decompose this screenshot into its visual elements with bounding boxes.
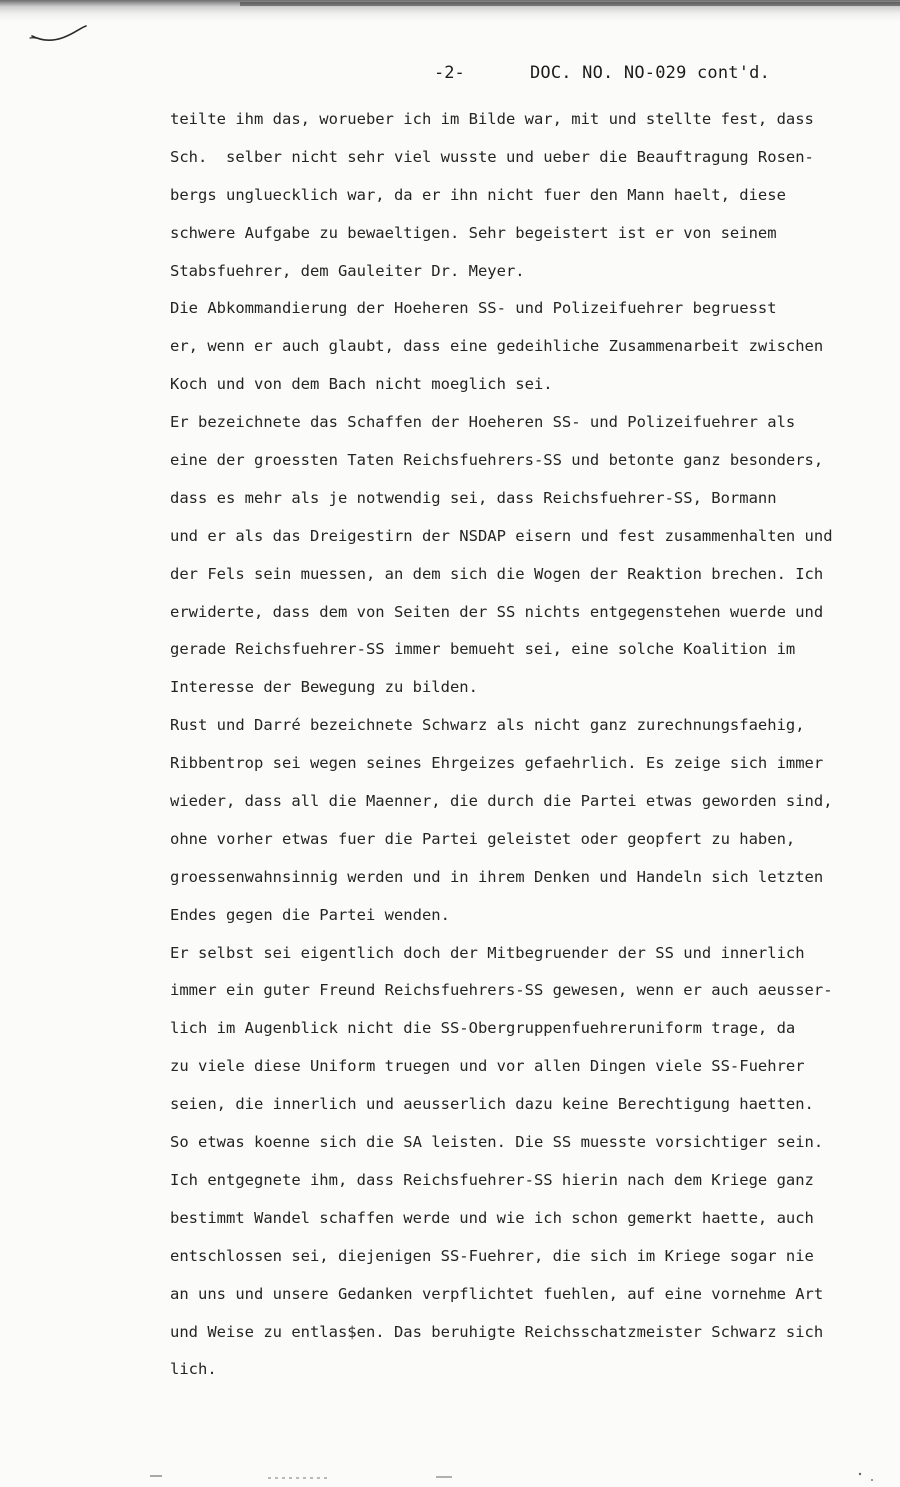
text-line: Ribbentrop sei wegen seines Ehrgeizes gefaehrlich. Es zeige sich immer bbox=[170, 754, 824, 773]
text-line: Sch. selber nicht sehr viel wusste und ueber die Beauftragung Rosen- bbox=[170, 147, 814, 166]
text-line: Endes gegen die Partei wenden. bbox=[170, 905, 450, 924]
text-line: der Fels sein muessen, an dem sich die Wogen der Reaktion brechen. Ich bbox=[170, 564, 824, 583]
text-line: eine der groessten Taten Reichsfuehrers-SS und betonte ganz besonders, bbox=[170, 451, 824, 470]
text-line: Die Abkommandierung der Hoeheren SS- und Polizeifuehrer begruesst bbox=[170, 299, 777, 318]
text-line: zu viele diese Uniform truegen und vor allen Dingen viele SS-Fuehrer bbox=[170, 1057, 805, 1076]
text-line: erwiderte, dass dem von Seiten der SS nichts entgegenstehen wuerde und bbox=[170, 602, 824, 621]
document-reference: DOC. NO. NO-029 cont'd. bbox=[530, 63, 771, 83]
text-line: schwere Aufgabe zu bewaeltigen. Sehr begeistert ist er von seinem bbox=[170, 223, 777, 242]
page-header bbox=[0, 63, 900, 89]
text-line: So etwas koenne sich die SA leisten. Die SS muesste vorsichtiger sein. bbox=[170, 1133, 824, 1152]
text-line: Ich entgegnete ihm, dass Reichsfuehrer-SS hierin nach dem Kriege ganz bbox=[170, 1170, 814, 1189]
text-line: an uns und unsere Gedanken verpflichtet fuehlen, auf eine vornehme Art bbox=[170, 1284, 824, 1303]
text-line: Koch und von dem Bach nicht moeglich sei. bbox=[170, 375, 553, 394]
text-line: lich. bbox=[170, 1360, 217, 1379]
text-line: er, wenn er auch glaubt, dass eine gedeihliche Zusammenarbeit zwischen bbox=[170, 337, 824, 356]
text-line: und er als das Dreigestirn der NSDAP eisern und fest zusammenhalten und bbox=[170, 526, 833, 545]
text-line: immer ein guter Freund Reichsfuehrers-SS gewesen, wenn er auch aeusser- bbox=[170, 981, 833, 1000]
text-line: teilte ihm das, worueber ich im Bilde war, mit und stellte fest, dass bbox=[170, 110, 814, 128]
text-line: groessenwahnsinnig werden und in ihrem Denken und Handeln sich letzten bbox=[170, 867, 824, 886]
ink-scribble-mark bbox=[28, 22, 90, 46]
text-line: bergs ungluecklich war, da er ihn nicht fuer den Mann haelt, diese bbox=[170, 185, 786, 204]
text-line: Interesse der Bewegung zu bilden. bbox=[170, 678, 478, 697]
scan-top-streak bbox=[240, 2, 900, 6]
typed-body-text bbox=[170, 101, 860, 1389]
text-line: Er selbst sei eigentlich doch der Mitbegruender der SS und innerlich bbox=[170, 943, 805, 962]
scan-bottom-specks bbox=[0, 1462, 900, 1487]
text-line: und Weise zu entlas$en. Das beruhigte Reichsschatzmeister Schwarz sich bbox=[170, 1322, 824, 1341]
text-line: lich im Augenblick nicht die SS-Obergruppenfuehreruniform trage, da bbox=[170, 1019, 796, 1038]
page-number: -2- bbox=[434, 63, 465, 83]
text-line: Er bezeichnete das Schaffen der Hoeheren SS- und Polizeifuehrer als bbox=[170, 413, 796, 432]
text-line: entschlossen sei, diejenigen SS-Fuehrer, die sich im Kriege sogar nie bbox=[170, 1246, 814, 1265]
text-line: gerade Reichsfuehrer-SS immer bemueht sei, eine solche Koalition im bbox=[170, 640, 796, 659]
text-line: wieder, dass all die Maenner, die durch die Partei etwas geworden sind, bbox=[170, 792, 833, 811]
text-line: ohne vorher etwas fuer die Partei geleistet oder geopfert zu haben, bbox=[170, 829, 796, 848]
text-line: dass es mehr als je notwendig sei, dass Reichsfuehrer-SS, Bormann bbox=[170, 488, 777, 507]
text-line: seien, die innerlich und aeusserlich dazu keine Berechtigung haetten. bbox=[170, 1095, 814, 1114]
text-line: Rust und Darré bezeichnete Schwarz als nicht ganz zurechnungsfaehig, bbox=[170, 716, 805, 735]
text-line: Stabsfuehrer, dem Gauleiter Dr. Meyer. bbox=[170, 261, 525, 280]
text-line: bestimmt Wandel schaffen werde und wie ich schon gemerkt haette, auch bbox=[170, 1208, 814, 1227]
